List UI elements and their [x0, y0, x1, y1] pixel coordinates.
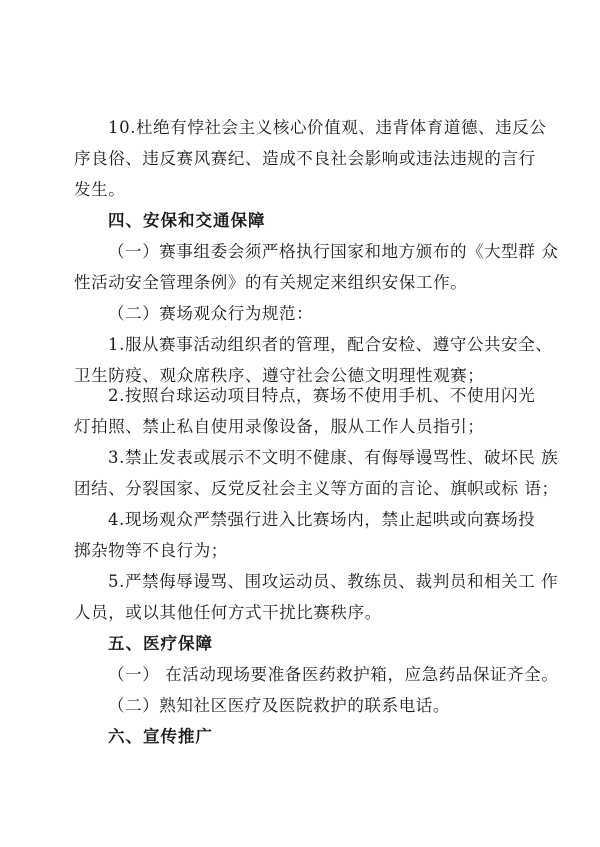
rule-4-line-1: 4.现场观众严禁强行进入比赛场内，禁止起哄或向赛场投 — [108, 510, 536, 529]
section-4-p1-line-2: 性活动安全管理条例》的有关规定来组织安保工作。 — [74, 273, 468, 292]
section-5-p2: （二）熟知社区医疗及医院救护的联系电话。 — [108, 696, 450, 715]
section-4-p2: （二）赛场观众行为规范： — [108, 304, 314, 323]
rule-3-line-2: 团结、分裂国家、反党反社会主义等方面的言论、旗帜或标 语； — [74, 479, 559, 498]
section-5-p1: （一） 在活动现场要准备医药救护箱，应急药品保证齐全。 — [108, 665, 559, 684]
rule-3-line-1: 3.禁止发表或展示不文明不健康、有侮辱谩骂性、破坏民 族 — [108, 448, 559, 467]
rule-1-line-2: 卫生防疫、观众席秩序、遵守社会公德文明理性观赛； — [74, 366, 485, 385]
section-4-p1-line-1: （一）赛事组委会须严格执行国家和地方颁布的《大型群 众 — [108, 242, 559, 261]
rule-5-line-2: 人员，或以其他任何方式干扰比赛秩序。 — [74, 603, 382, 622]
item-10-line-1: 10.杜绝有悖社会主义核心价值观、违背体育道德、违反公 — [108, 118, 547, 137]
rule-5-line-1: 5.严禁侮辱谩骂、围攻运动员、教练员、裁判员和相关工 作 — [108, 572, 559, 591]
section-5-heading: 五、医疗保障 — [108, 634, 213, 653]
rule-2-line-1: 2.按照台球运动项目特点，赛场不使用手机、不使用闪光 — [108, 386, 536, 405]
section-4-heading: 四、安保和交通保障 — [108, 211, 266, 230]
item-10-line-3: 发生。 — [74, 180, 126, 199]
rule-1-line-1: 1.服从赛事活动组织者的管理，配合安检、遵守公共安全、 — [108, 335, 553, 354]
item-10-line-2: 序良俗、违反赛风赛纪、造成不良社会影响或违法违规的言行 — [74, 149, 536, 168]
rule-4-line-2: 掷杂物等不良行为； — [74, 541, 228, 560]
rule-2-line-2: 灯拍照、禁止私自使用录像设备，服从工作人员指引； — [74, 417, 485, 436]
section-6-heading: 六、宣传推广 — [108, 727, 213, 746]
